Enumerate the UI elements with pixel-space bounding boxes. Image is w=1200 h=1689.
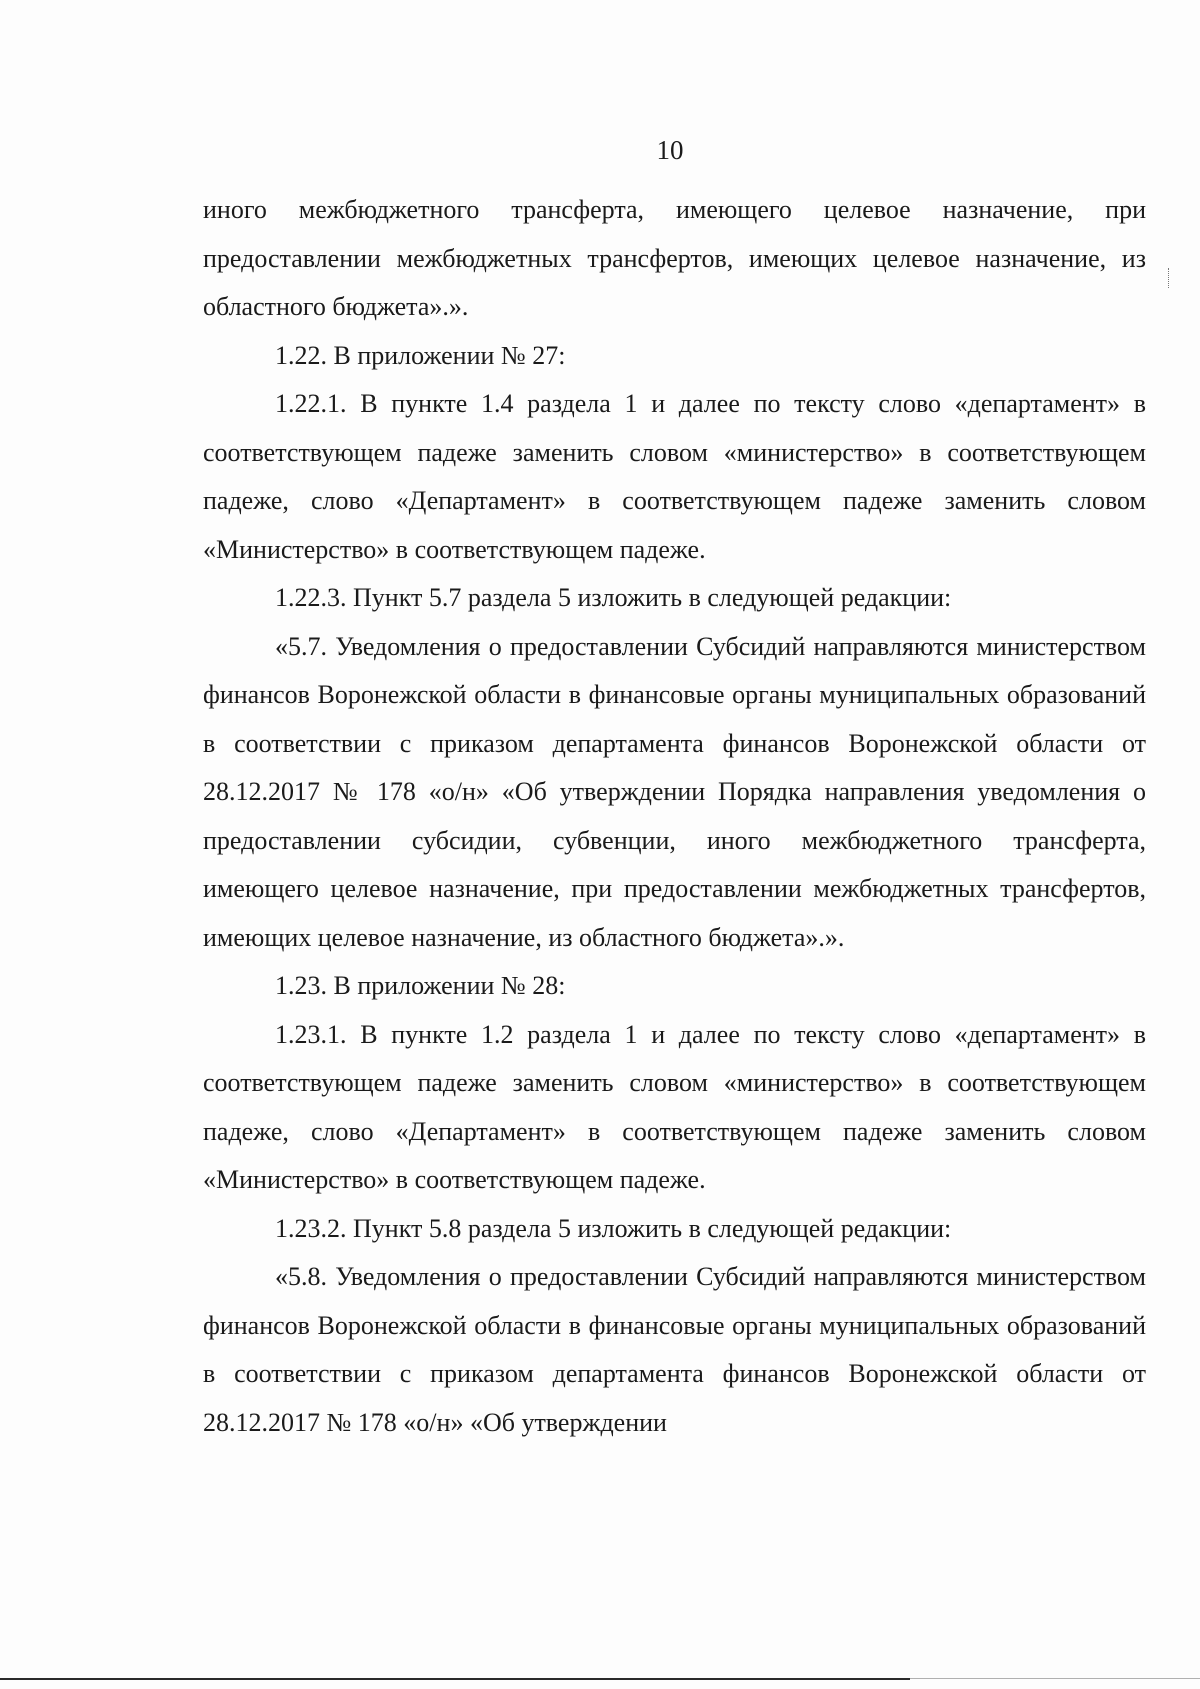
scan-artifact — [1168, 268, 1172, 288]
paragraph: иного межбюджетного трансферта, имеющего целевое назначение, при предоставлении межбюджетных трансфертов, имеющих целевое назначение, из областного бюджета».». — [203, 195, 1146, 321]
page-number: 10 — [656, 135, 684, 165]
paragraph: 1.23.2. Пункт 5.8 раздела 5 изложить в следующей редакции: — [275, 1213, 952, 1243]
paragraph: 1.23. В приложении № 28: — [275, 971, 566, 1000]
document-body — [203, 186, 1146, 1447]
paragraph: 1.23.1. В пункте 1.2 раздела 1 и далее по тексту слово «департамент» в соответствующем падеже заменить словом «министерство» в соответствующем падеже, слово «Департамент» в соответствующем падеже заменить словом «Министерство» в соответствующем падеже. — [203, 1019, 1146, 1194]
bottom-scan-edge-faint — [910, 1678, 1200, 1679]
bottom-scan-edge — [0, 1678, 910, 1680]
paragraph: 1.22.1. В пункте 1.4 раздела 1 и далее по тексту слово «департамент» в соответствующем падеже заменить словом «министерство» в соответствующем падеже, слово «Департамент» в соответствующем падеже заменить словом «Министерство» в соответствующем падеже. — [203, 389, 1146, 564]
paragraph: 1.22. В приложении № 27: — [275, 340, 566, 370]
paragraph: 1.22.3. Пункт 5.7 раздела 5 изложить в следующей редакции: — [275, 583, 952, 612]
paragraph: «5.7. Уведомления о предоставлении Субсидий направляются министерством финансов Воронежской области в финансовые органы муниципальных образований в соответствии с приказом департамента финансов Воронежской области от 28.12.2017 № 178 «о/н» «Об утверждении Порядка направления уведомления о предоставлении субсидии, субвенции, иного межбюджетного трансферта, имеющего целевое назначение, при предоставлении межбюджетных трансфертов, имеющих целевое назначение, из областного бюджета».». — [203, 631, 1146, 952]
paragraph: «5.8. Уведомления о предоставлении Субсидий направляются министерством финансов Воронежской области в финансовые органы муниципальных образований в соответствии с приказом департамента финансов Воронежской области от 28.12.2017 № 178 «о/н» «Об утверждении — [203, 1262, 1146, 1437]
